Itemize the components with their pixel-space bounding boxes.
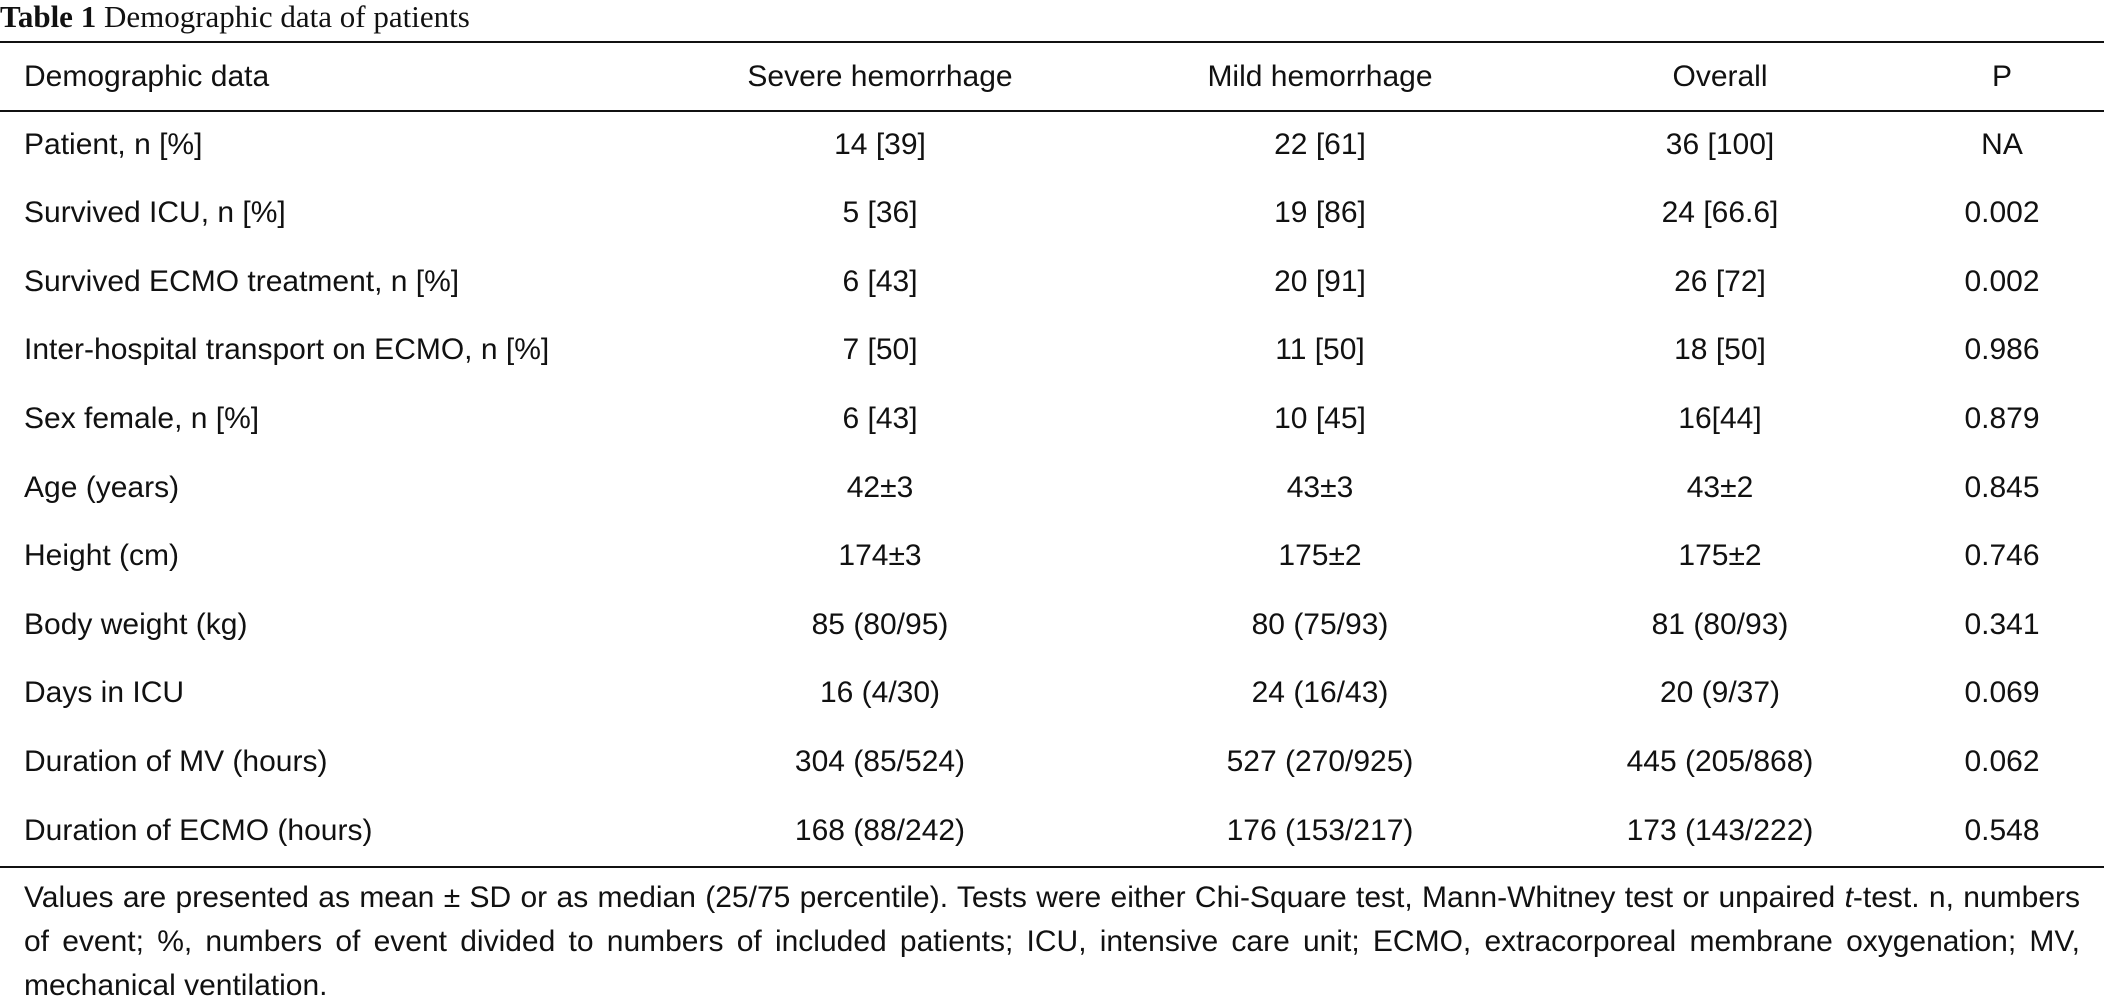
table-cell: 173 (143/222) bbox=[1626, 813, 1814, 847]
table-caption-title: Demographic data of patients bbox=[103, 0, 470, 34]
table-cell: 0.002 bbox=[1964, 264, 2040, 298]
table-row bbox=[0, 110, 2104, 179]
table-cell: 0.341 bbox=[1964, 607, 2040, 641]
column-header: Overall bbox=[1672, 59, 1768, 93]
table-caption bbox=[0, 0, 470, 40]
table-cell: 0.986 bbox=[1964, 333, 2040, 367]
table-caption-label: Table 1 bbox=[0, 0, 97, 34]
table-cell: 10 [45] bbox=[1274, 402, 1366, 436]
table-cell: 6 [43] bbox=[842, 402, 918, 436]
table-cell: 11 [50] bbox=[1275, 333, 1365, 367]
row-label-cell: Duration of MV (hours) bbox=[24, 745, 328, 779]
table-bottom-rule bbox=[0, 866, 2104, 868]
row-label-cell: Survived ECMO treatment, n [%] bbox=[24, 264, 460, 298]
table-cell: 80 (75/93) bbox=[1251, 607, 1389, 641]
table-cell: 43±2 bbox=[1686, 470, 1754, 504]
table-cell: 20 [91] bbox=[1274, 264, 1366, 298]
row-label-cell: Days in ICU bbox=[24, 676, 185, 710]
table-cell: 445 (205/868) bbox=[1626, 745, 1814, 779]
row-label-cell: Inter-hospital transport on ECMO, n [%] bbox=[24, 333, 550, 367]
table-cell: 20 (9/37) bbox=[1659, 676, 1781, 710]
table-cell: 175±2 bbox=[1678, 539, 1762, 573]
table-cell: 0.002 bbox=[1964, 196, 2040, 230]
table-header-row bbox=[0, 43, 2104, 110]
column-header: Mild hemorrhage bbox=[1207, 59, 1433, 93]
table-cell: 168 (88/242) bbox=[794, 813, 966, 847]
table-cell: 527 (270/925) bbox=[1226, 745, 1414, 779]
table-cell: 26 [72] bbox=[1674, 264, 1766, 298]
table-cell: 0.548 bbox=[1964, 813, 2040, 847]
column-header: Severe hemorrhage bbox=[747, 59, 1013, 93]
table-cell: 24 [66.6] bbox=[1661, 196, 1779, 230]
table-cell: 0.062 bbox=[1964, 745, 2040, 779]
table-cell: 43±3 bbox=[1286, 470, 1354, 504]
table-cell: 304 (85/524) bbox=[794, 745, 966, 779]
table-cell: 36 [100] bbox=[1665, 127, 1775, 161]
table-cell: 5 [36] bbox=[842, 196, 918, 230]
table-cell: 16[44] bbox=[1678, 402, 1762, 436]
column-header: Demographic data bbox=[24, 59, 270, 93]
row-label-cell: Survived ICU, n [%] bbox=[24, 196, 286, 230]
table-cell: 22 [61] bbox=[1274, 127, 1366, 161]
column-header: P bbox=[1991, 59, 2012, 93]
table-row bbox=[0, 316, 2104, 385]
table-cell: 18 [50] bbox=[1674, 333, 1766, 367]
table-body bbox=[0, 110, 2104, 865]
table-cell: 0.879 bbox=[1964, 402, 2040, 436]
row-label-cell: Sex female, n [%] bbox=[24, 402, 260, 436]
table-cell: 0.746 bbox=[1964, 539, 2040, 573]
table-cell: 16 (4/30) bbox=[819, 676, 941, 710]
table-cell: 6 [43] bbox=[842, 264, 918, 298]
row-label-cell: Duration of ECMO (hours) bbox=[24, 813, 373, 847]
row-label-cell: Body weight (kg) bbox=[24, 607, 248, 641]
table-row bbox=[0, 728, 2104, 797]
demographic-data-table bbox=[0, 43, 2104, 865]
table-cell: 19 [86] bbox=[1274, 196, 1366, 230]
table-row bbox=[0, 248, 2104, 317]
table-footnote bbox=[24, 876, 2080, 1008]
table-row bbox=[0, 385, 2104, 454]
table-cell: 14 [39] bbox=[834, 127, 926, 161]
table-cell: 7 [50] bbox=[842, 333, 918, 367]
table-cell: 175±2 bbox=[1278, 539, 1362, 573]
table-row bbox=[0, 179, 2104, 248]
footnote-italic: t bbox=[1844, 881, 1853, 914]
table-cell: 42±3 bbox=[846, 470, 914, 504]
table-cell: 85 (80/95) bbox=[811, 607, 949, 641]
table-row bbox=[0, 659, 2104, 728]
table-row bbox=[0, 453, 2104, 522]
table-cell: 174±3 bbox=[838, 539, 922, 573]
table-row bbox=[0, 796, 2104, 865]
table-cell: 0.845 bbox=[1964, 470, 2040, 504]
table-cell: 81 (80/93) bbox=[1651, 607, 1789, 641]
table-cell: 176 (153/217) bbox=[1226, 813, 1414, 847]
table-cell: NA bbox=[1981, 127, 2023, 161]
footnote-text: -test. n, numbers of event; %, numbers of event divided to numbers of included patients; ICU, intensive care unit; ECMO, extracorporeal membrane oxygenation; MV, mechanical ventilation. bbox=[24, 881, 2080, 1002]
table-cell: 0.069 bbox=[1964, 676, 2040, 710]
footnote-text: Values are presented as mean ± SD or as median (25/75 percentile). Tests were either Chi-Square test, Mann-Whitney test or unpaired bbox=[24, 881, 1845, 914]
table-row bbox=[0, 591, 2104, 660]
row-label-cell: Age (years) bbox=[24, 470, 180, 504]
row-label-cell: Height (cm) bbox=[24, 539, 180, 573]
row-label-cell: Patient, n [%] bbox=[24, 127, 203, 161]
table-row bbox=[0, 522, 2104, 591]
table-cell: 24 (16/43) bbox=[1251, 676, 1389, 710]
